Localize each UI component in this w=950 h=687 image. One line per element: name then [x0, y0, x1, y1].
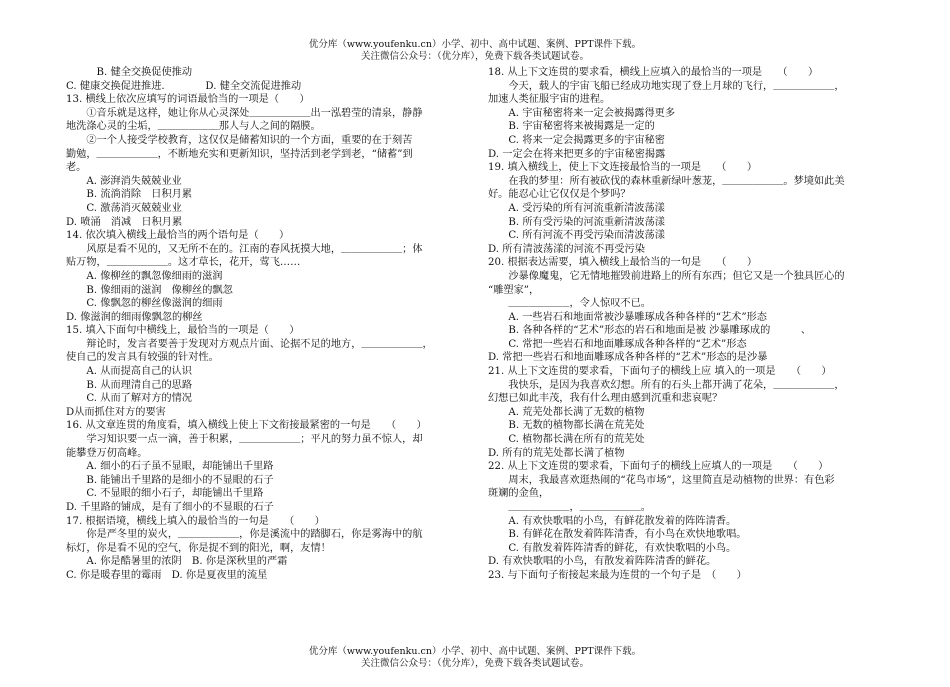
text-line: D. 所有清波荡漾的河流不再受污染 [488, 243, 645, 255]
text-line: A. 你是酷暑里的浓阴 B. 你是深秋里的严霜 [66, 556, 288, 568]
text-line: 16. 从文章连贯的角度看，填入横线上使上下文衔接最紧密的一句是 （ ） [66, 420, 427, 432]
text-line: B. 像细雨的滋润 像柳丝的飘忽 [66, 284, 233, 296]
text-line: ②一个人接受学校教育，这仅仅是储蓄知识的一个方面，重要的在于刻苦 [66, 134, 413, 146]
text-line: D从而抓住对方的要害 [66, 406, 166, 418]
text-line: 使自己的发言具有较强的针对性。 [66, 352, 219, 364]
text-line: 能攀登万仞高峰。 [66, 447, 148, 459]
text-line: C. 从而了解对方的情况 [66, 393, 192, 405]
text-line: 标灯，你是看不见的空气，你是捉不到的阳光，啊，友情！ [66, 542, 331, 554]
text-line: B. 能铺出千里路的是细小的不显眼的石子 [66, 474, 274, 486]
text-line: B. 无数的植物都长满在荒芜处 [488, 420, 645, 432]
text-line: A. 有欢快歌唱的小鸟，有鲜花散发着的阵阵清香。 [488, 515, 737, 527]
text-line: A. 一些岩石和地面常被沙暴雕琢成各种各样的“艺术”形态 [488, 311, 767, 323]
text-line: ＿＿＿＿＿＿，令人惊叹不已。 [488, 298, 651, 310]
text-line: B. 各种各样的“艺术”形态的岩石和地面是被 沙暴雕琢成的 、 [488, 325, 812, 337]
text-line: 周末，我最喜欢逛热闹的“花鸟市场”，这里简直是动植物的世界：有色彩 [488, 474, 835, 486]
text-line: 贴万物，＿＿＿＿＿＿。这才草长，花开，莺飞…… [66, 257, 301, 269]
text-line: 17. 根据语境，横线上填入的最恰当的一句是 （ ） [66, 515, 325, 527]
text-line: 学习知识要一点一滴，善于积累，＿＿＿＿＿＿；平凡的努力虽不惊人，却 [66, 434, 423, 446]
text-line: 沙暴像魔鬼，它无情地摧毁前进路上的所有东西；但它又是一个独具匠心的 [488, 270, 845, 282]
text-line: D. 像滋润的细雨像飘忽的柳丝 [66, 311, 203, 323]
header-line-1: 优分库（www.youfenku.cn）小学、初中、高中试题、案例、PPT课件下载。 [308, 39, 642, 50]
text-line: 好。能忍心让它仅仅是个梦吗？ [488, 189, 631, 201]
text-line: B. 所有受污染的河流重新清波荡漾 [488, 216, 665, 228]
text-line: D. 常把一些岩石和地面雕琢成各种各样的“艺术”形态的是沙暴 [488, 352, 768, 364]
text-line: “雕塑家”， [488, 284, 540, 296]
text-line: 勤勉，＿＿＿＿＿＿，不断地充实和更新知识，坚持活到老学到老，“储蓄”到 [66, 148, 413, 160]
text-line: C. 不显眼的细小石子，却能铺出千里路 [66, 488, 264, 500]
left-column [66, 66, 474, 583]
text-line: 19. 填入横线上，使上下文连接最恰当的一项是 （ ） [488, 162, 758, 174]
text-line: 13. 横线上依次应填写的词语最恰当的一项是（ ） [66, 94, 310, 106]
text-line: 今天，载人的宇宙飞船已经成功地实现了登上月球的飞行，＿＿＿＿＿＿， [488, 80, 845, 92]
text-line: B. 宇宙秘密将来被揭露是一定的 [488, 121, 655, 133]
text-line: ＿＿＿＿＿＿，＿＿＿＿＿＿。 [488, 502, 651, 513]
text-line: 23. 与下面句子衔接起来最为连贯的一个句子是 （ ） [488, 569, 747, 581]
page-footer [0, 646, 950, 670]
text-line: 加速人类征服宇宙的进程。 [488, 94, 611, 106]
text-line: C. 健康交换促进推进. D. 健全交流促进推动 [66, 80, 302, 92]
text-line: B. 流淌消除 日积月累 [66, 189, 193, 201]
text-line: 幻想已如此丰茂，我有什么理由感到沉重和悲哀呢？ [488, 393, 723, 405]
text-line: 辩论时，发言者要善于发现对方观点片面、论据不足的地方，＿＿＿＿＿＿， [66, 338, 433, 350]
text-line: B. 有鲜花在散发着阵阵清香，有小鸟在欢快地歌唱。 [488, 529, 747, 541]
text-line: C. 有散发着阵阵清香的鲜花，有欢快歌唱的小鸟。 [488, 542, 737, 554]
text-line: 斑斓的金鱼， [488, 488, 550, 500]
text-line: 地洗涤心灵的尘垢，＿＿＿＿＿＿那人与人之间的隔膜。 [66, 121, 321, 133]
text-line: D. 千里路的铺成，是有了细小的不显眼的石子 [66, 502, 274, 513]
text-line: B. 从而理清自己的思路 [66, 379, 193, 391]
text-line: C. 植物都长满在所有的荒芜处 [488, 434, 645, 446]
text-line: 风原是看不见的，又无所不在的。江南的春风抚摸大地，＿＿＿＿＿＿；体 [66, 243, 423, 255]
text-line: A. 宇宙秘密将来一定会被揭露得更多 [488, 107, 676, 119]
right-column [488, 66, 890, 583]
text-line: 你是严冬里的炭火，＿＿＿＿＿＿，你是溪流中的踏脚石，你是雾海中的航 [66, 529, 423, 541]
text-line: A. 像柳丝的飘忽像细雨的滋润 [66, 270, 223, 282]
text-line: 老。 [66, 162, 87, 174]
footer-line-2: 关注微信公众号：（优分库），免费下载各类试题试卷。 [360, 658, 589, 669]
text-line: 20. 根据表达需要，填入横线上最恰当的一句是 （ ） [488, 257, 758, 269]
text-line: A. 受污染的所有河流重新清波荡漾 [488, 202, 665, 214]
text-line: C. 你是暖春里的霉雨 D. 你是夏夜里的流星 [66, 569, 268, 581]
text-line: 18. 从上下文连贯的要求看，横线上应填入的最恰当的一项是 （ ） [488, 67, 819, 78]
text-line: B. 健全交换促使推动 [66, 67, 193, 78]
text-line: 我快乐，是因为我喜欢幻想。所有的石头上都开满了花朵，＿＿＿＿＿＿， [488, 379, 845, 391]
text-line: 15. 填入下面句中横线上，最恰当的一项是（ ） [66, 325, 300, 337]
text-line: A. 细小的石子虽不显眼，却能铺出千里路 [66, 461, 274, 473]
text-line: D. 有欢快歌唱的小鸟，有散发着阵阵清香的鲜花。 [488, 556, 717, 568]
text-line: ①音乐就是这样，她让你从心灵深处＿＿＿＿＿＿出一泓碧莹的清泉，静静 [66, 107, 423, 119]
text-line: D. 所有的荒芜处都长满了植物 [488, 447, 625, 459]
text-line: D. 喷涌 消减 日积月累 [66, 216, 183, 228]
text-line: C. 将来一定会揭露更多的宇宙秘密 [488, 134, 665, 146]
text-line: 14. 依次填入横线上最恰当的两个语句是（ ） [66, 230, 290, 242]
footer-line-1: 优分库（www.youfenku.cn）小学、初中、高中试题、案例、PPT课件下载。 [308, 646, 642, 657]
text-line: C. 激荡消灭兢兢业业 [66, 202, 182, 214]
text-line: 22. 从上下文连贯的要求看，下面句子的横线上应填人的一项是 （ ） [488, 461, 829, 473]
text-line: A. 澎湃消失兢兢业业 [66, 175, 182, 187]
text-line: C. 所有河流不再受污染而清波荡漾 [488, 230, 665, 242]
text-line: D. 一定会在将来把更多的宇宙秘密揭露 [488, 148, 666, 160]
text-line: 21. 从上下文连贯的要求看，下面句子的横线上应 填入的一项是 （ ） [488, 366, 832, 378]
text-line: C. 常把一些岩石和地面雕琢成各种各样的“艺术”形态 [488, 338, 747, 350]
text-line: C. 像飘忽的柳丝像滋润的细雨 [66, 298, 223, 310]
header-line-2: 关注微信公众号：（优分库），免费下载各类试题试卷。 [360, 51, 589, 62]
text-line: A. 荒芜处都长满了无数的植物 [488, 406, 645, 418]
page-header [0, 39, 950, 63]
text-line: A. 从而提高自己的认识 [66, 366, 192, 378]
text-line: 在我的梦里：所有被砍伐的森林重新绿叶葱茏，＿＿＿＿＿＿。梦境如此美 [488, 175, 845, 187]
